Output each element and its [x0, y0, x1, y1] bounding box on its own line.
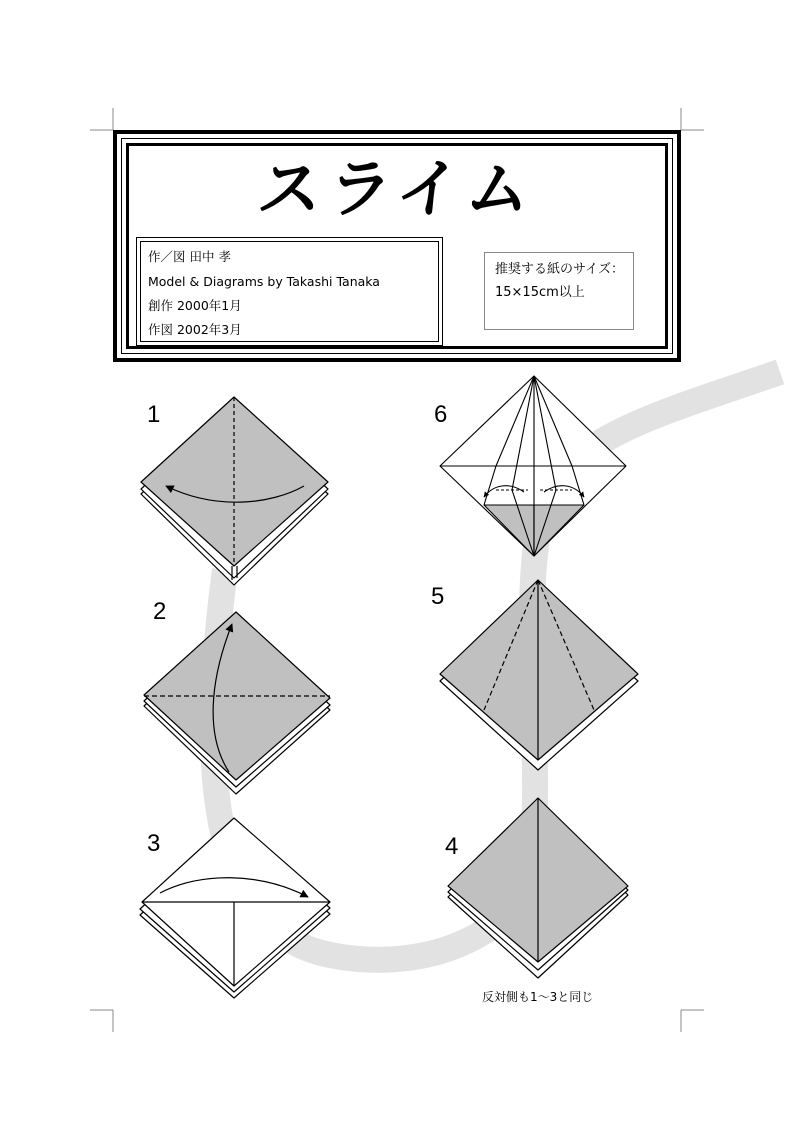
- step-1-diagram: [141, 397, 328, 585]
- step-number-4: 4: [445, 833, 459, 860]
- credit-author: 作／図 田中 孝: [148, 249, 231, 264]
- step-number-1: 1: [147, 401, 161, 428]
- step-5-diagram: [440, 580, 638, 770]
- paper-size-label: 推奨する紙のサイズ：: [495, 262, 624, 277]
- credit-created: 創作 2000年1月: [148, 298, 242, 313]
- step-number-2: 2: [153, 598, 167, 625]
- paper-size-value: 15×15cm以上: [495, 285, 585, 300]
- step-3-diagram: [140, 818, 330, 998]
- step-number-5: 5: [431, 583, 445, 610]
- credit-drawn: 作図 2002年3月: [148, 322, 242, 337]
- step-number-6: 6: [434, 401, 448, 428]
- credit-english: Model & Diagrams by Takashi Tanaka: [148, 274, 380, 289]
- step-number-3: 3: [147, 830, 161, 857]
- repeat-note: 反対側も1～3と同じ: [482, 990, 594, 1004]
- model-title: スライム: [254, 153, 540, 227]
- step-6-diagram: [440, 376, 626, 556]
- step-2-diagram: [144, 612, 330, 794]
